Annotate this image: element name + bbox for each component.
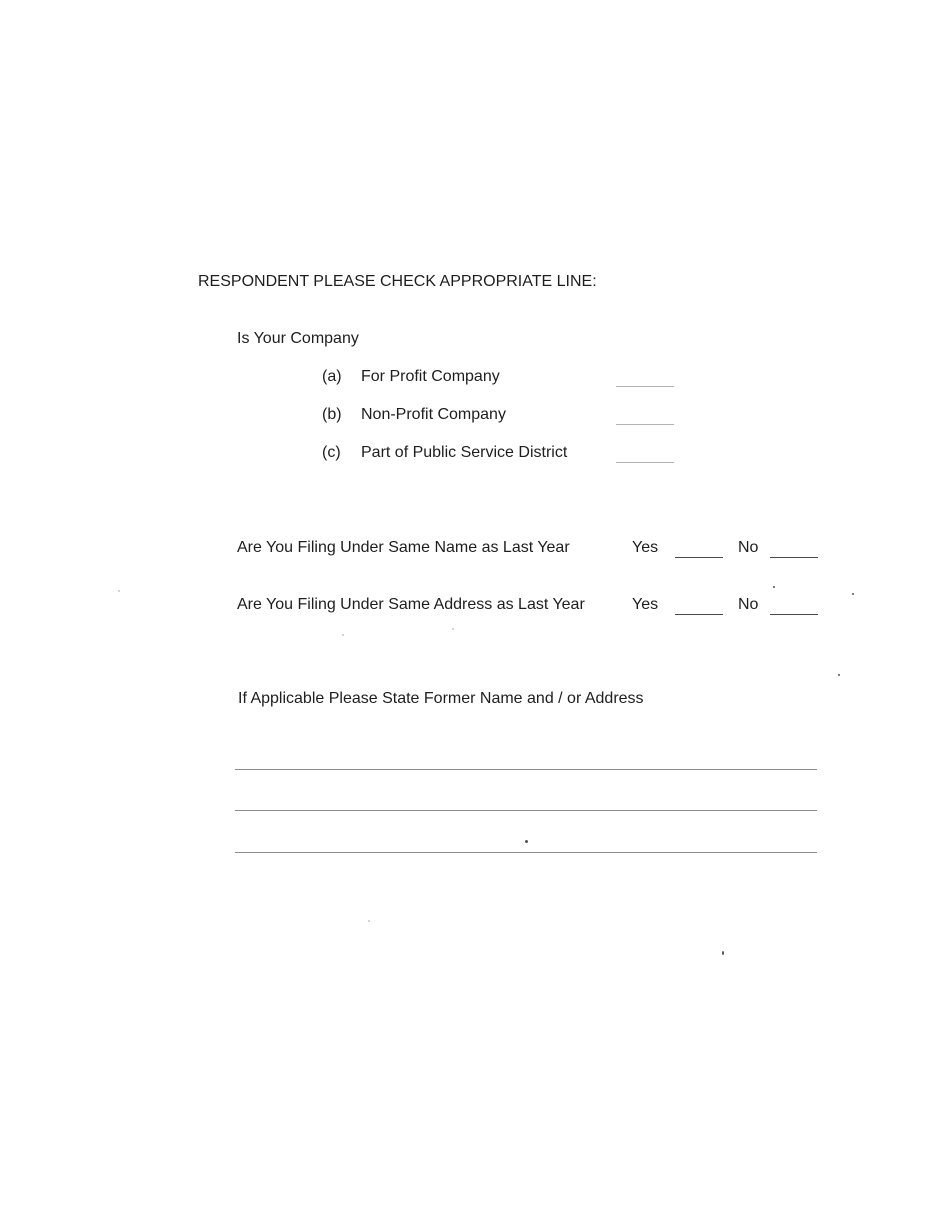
option-c-marker: (c) <box>322 444 341 461</box>
scan-speck <box>452 628 454 630</box>
option-c-check-line[interactable] <box>616 462 674 463</box>
former-name-line-2[interactable] <box>235 810 817 811</box>
option-a-label: For Profit Company <box>361 368 500 385</box>
same-address-no-line[interactable] <box>770 614 818 615</box>
option-a-check-line[interactable] <box>616 386 674 387</box>
same-name-no-label: No <box>738 539 759 556</box>
option-b-check-line[interactable] <box>616 424 674 425</box>
company-question: Is Your Company <box>237 330 359 347</box>
former-name-prompt: If Applicable Please State Former Name and / or Address <box>238 690 644 707</box>
same-address-yes-line[interactable] <box>675 614 723 615</box>
option-b-label: Non-Profit Company <box>361 406 506 423</box>
option-c-label: Part of Public Service District <box>361 444 568 461</box>
same-name-question: Are You Filing Under Same Name as Last Year <box>237 539 570 556</box>
option-a-marker: (a) <box>322 368 342 385</box>
scan-speck <box>525 840 528 843</box>
same-name-yes-label: Yes <box>632 539 659 556</box>
same-address-no-label: No <box>738 596 759 613</box>
same-address-yes-label: Yes <box>632 596 659 613</box>
same-address-question: Are You Filing Under Same Address as Last Year <box>237 596 585 613</box>
scan-speck <box>118 590 120 592</box>
scan-speck <box>773 586 775 588</box>
scan-speck <box>342 634 344 636</box>
scan-speck <box>368 920 370 922</box>
former-name-line-3[interactable] <box>235 852 817 853</box>
same-name-no-line[interactable] <box>770 557 818 558</box>
former-name-line-1[interactable] <box>235 769 817 770</box>
scan-speck <box>722 951 724 955</box>
scan-speck <box>852 593 854 595</box>
scan-speck <box>838 674 840 676</box>
form-heading: RESPONDENT PLEASE CHECK APPROPRIATE LINE: <box>198 273 597 290</box>
option-b-marker: (b) <box>322 406 342 423</box>
same-name-yes-line[interactable] <box>675 557 723 558</box>
